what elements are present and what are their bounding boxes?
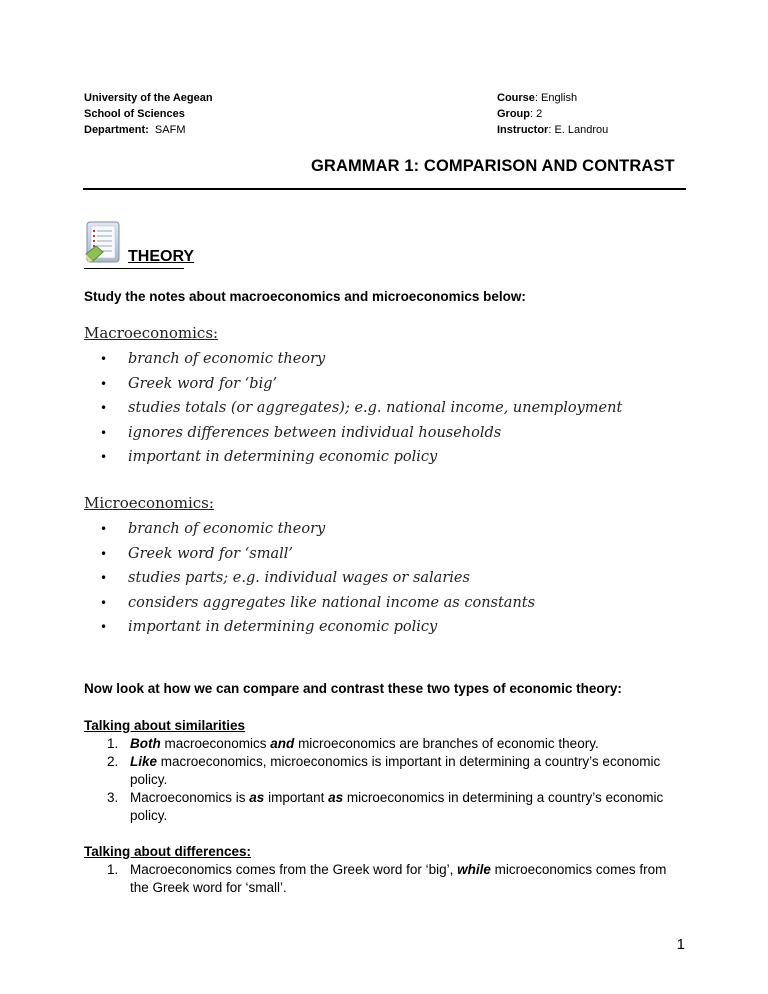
list-item: 2. Like macroeconomics, microeconomics is important in determining a country’s economic policy. xyxy=(107,754,661,787)
notepad-icon xyxy=(84,221,122,265)
list-item: • studies parts; e.g. individual wages or salaries xyxy=(84,566,684,591)
text-run: microeconomics in determining a country’s economic policy. xyxy=(130,790,664,823)
department-line: Department: SAFM xyxy=(84,124,186,136)
text-run: Macroeconomics comes from the Greek word for ‘big’, xyxy=(130,862,458,877)
course-line: Course: English xyxy=(497,92,578,104)
theory-heading: THEORY xyxy=(128,248,195,265)
list-item: • Greek word for ‘small’ xyxy=(84,542,684,567)
university-name: University of the Aegean xyxy=(84,92,213,104)
header-right xyxy=(497,90,608,138)
compare-intro-text: Now look at how we can compare and contrast these two types of economic theory: xyxy=(84,681,622,696)
text-run: macroeconomics xyxy=(160,736,271,751)
text-run: microeconomics are branches of economic theory. xyxy=(294,736,599,751)
emphasis-word: Both xyxy=(130,736,161,751)
similarities-heading: Talking about similarities xyxy=(84,718,246,733)
school-name: School of Sciences xyxy=(84,108,185,120)
list-item: • branch of economic theory xyxy=(84,517,684,542)
similarities-list xyxy=(84,735,684,825)
differences-list xyxy=(84,861,684,897)
emphasis-word: as xyxy=(328,790,344,805)
title-rule xyxy=(83,188,686,190)
list-item: • considers aggregates like national income as constants xyxy=(84,591,684,616)
list-item: • important in determining economic policy xyxy=(84,615,684,640)
list-item: 1. Macroeconomics comes from the Greek word for ‘big’, while microeconomics comes from the Greek word for ‘small’. xyxy=(107,862,667,895)
group-line: Group: 2 xyxy=(497,108,543,120)
emphasis-word: and xyxy=(270,736,295,751)
intro-text: Study the notes about macroeconomics and microeconomics below: xyxy=(84,289,526,304)
macro-list xyxy=(84,347,684,470)
list-item: 3. Macroeconomics is as important as microeconomics in determining a country’s economic policy. xyxy=(107,790,664,823)
header-left xyxy=(84,90,213,138)
text-run: important xyxy=(264,790,329,805)
text-run: microeconomics comes from the Greek word for ‘small’. xyxy=(130,862,667,895)
list-item: • important in determining economic policy xyxy=(84,445,684,470)
instructor-line: Instructor: E. Landrou xyxy=(497,124,609,136)
page-title: GRAMMAR 1: COMPARISON AND CONTRAST xyxy=(311,157,675,175)
differences-heading: Talking about differences: xyxy=(84,844,252,859)
macro-heading: Macroeconomics: xyxy=(84,324,219,342)
page-number: 1 xyxy=(676,936,685,953)
list-item: • branch of economic theory xyxy=(84,347,684,372)
emphasis-word: Like xyxy=(130,754,158,769)
emphasis-word: while xyxy=(457,862,491,877)
list-item: • Greek word for ‘big’ xyxy=(84,372,684,397)
text-run: macroeconomics, microeconomics is important in determining a country’s economic policy. xyxy=(130,754,661,787)
text-run: Macroeconomics is xyxy=(130,790,250,805)
list-item: • studies totals (or aggregates); e.g. national income, unemployment xyxy=(84,396,684,421)
list-item: 1. Both macroeconomics and microeconomics are branches of economic theory. xyxy=(107,736,599,751)
micro-heading: Microeconomics: xyxy=(84,494,214,512)
micro-list xyxy=(84,517,684,640)
emphasis-word: as xyxy=(249,790,265,805)
theory-underline xyxy=(84,268,184,269)
list-item: • ignores differences between individual households xyxy=(84,421,684,446)
